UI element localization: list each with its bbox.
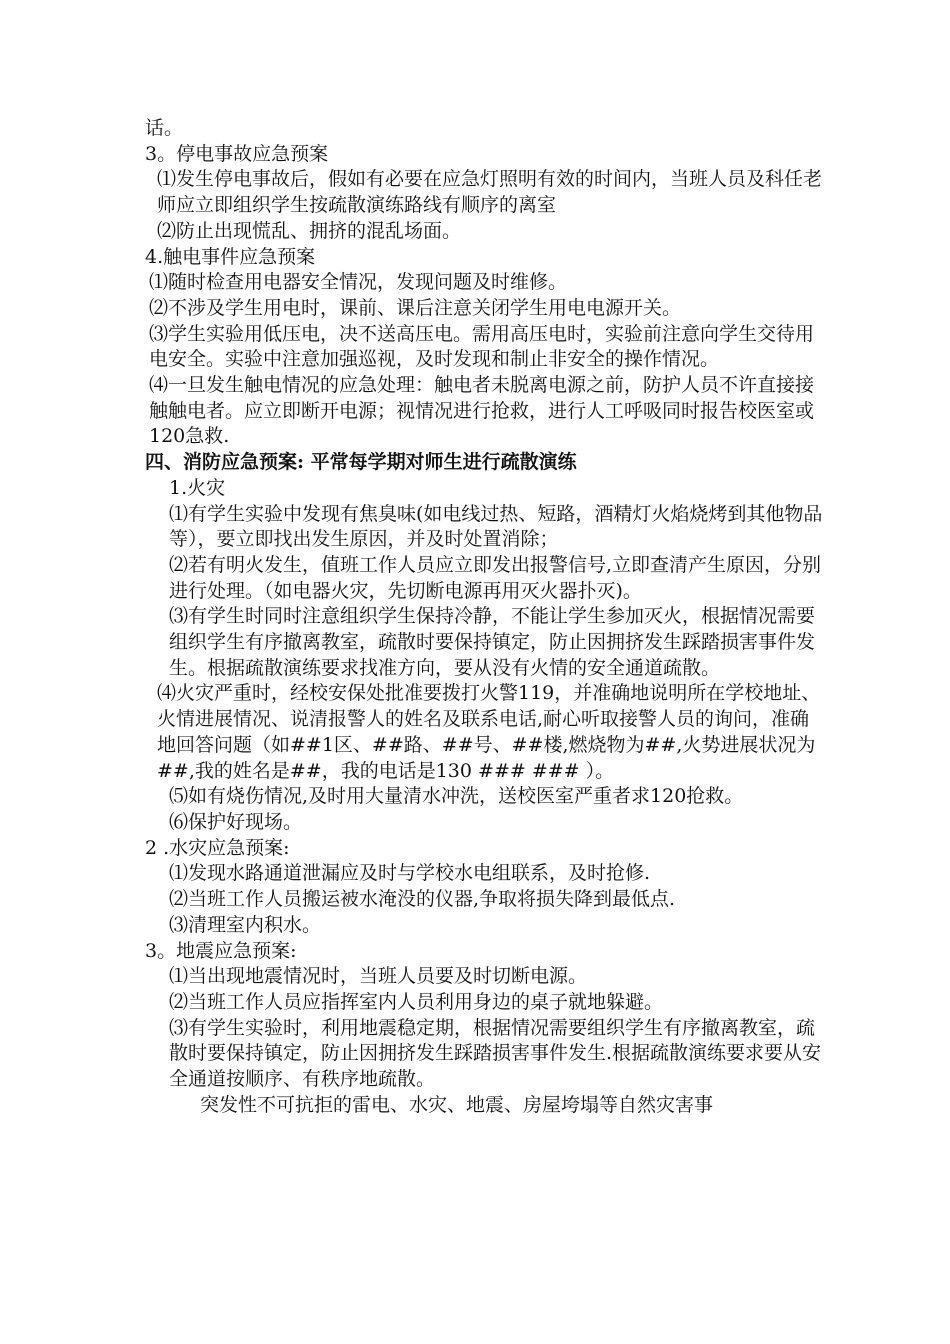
- electric-shock-item-1: ⑴随时检查用电器安全情况，发现问题及时维修。: [149, 271, 568, 294]
- subsection-fire-title: 1.火灾: [169, 476, 226, 499]
- document-body: [145, 116, 825, 1118]
- earthquake-item-1: ⑴当出现地震情况时，当班人员要及时切断电源。: [169, 965, 588, 988]
- section-fire-emergency-heading: 四、消防应急预案: 平常每学期对师生进行疏散演练: [145, 451, 577, 474]
- fire-item-3: ⑶有学生时同时注意组织学生保持冷静，不能让学生参加灭火，根据情况需要组织学生有序撤离教室，疏散时要保持镇定，防止因拥挤发生踩踏损害事件发生。根据疏散演练要求找准方向，要从没有火情的安全通道疏散。: [169, 605, 816, 679]
- power-outage-item-2: ⑵防止出现慌乱、拥挤的混乱场面。: [157, 219, 462, 242]
- electric-shock-item-3: ⑶学生实验用低压电，决不送高压电。需用高压电时，实验前注意向学生交待用电安全。实验中注意加强巡视，及时发现和制止非安全的操作情况。: [149, 322, 815, 371]
- fire-item-5: ⑸如有烧伤情况,及时用大量清水冲洗，送校医室严重者求120抢救。: [169, 785, 744, 808]
- fire-item-4: ⑷火灾严重时，经校安保处批准要拨打火警119，并准确地说明所在学校地址、火情进展情况、说清报警人的姓名及联系电话,耐心听取接警人员的询问，准确地回答问题（如##1区、##路、##号、##楼,燃烧物为##,火势进展状况为##,我的姓名是##，我的电话是130 ### ### ）。: [157, 682, 821, 782]
- text-line-continuation: 话。: [145, 117, 184, 139]
- electric-shock-item-2: ⑵不涉及学生用电时，课前、课后注意关闭学生用电电源开关。: [149, 296, 682, 319]
- fire-item-2: ⑵若有明火发生，值班工作人员应立即发出报警信号,立即查清产生原因，分别进行处理。（如电器火灾，先切断电源再用灭火器扑灭)。: [169, 553, 822, 602]
- earthquake-item-2: ⑵当班工作人员应指挥室内人员利用身边的桌子就地躲避。: [169, 990, 664, 1013]
- earthquake-item-3: ⑶有学生实验时，利用地震稳定期，根据情况需要组织学生有序撤离教室，疏散时要保持镇定，防止因拥挤发生踩踏损害事件发生.根据疏散演练要求要从安全通道按顺序、有秩序地疏散。: [169, 1016, 822, 1091]
- flood-item-3: ⑶清理室内积水。: [169, 913, 322, 936]
- section-flood-title: 2 .水灾应急预案:: [145, 836, 290, 859]
- fire-item-6: ⑹保护好现场。: [169, 810, 303, 833]
- flood-item-1: ⑴发现水路通道泄漏应及时与学校水电组联系，及时抢修.: [169, 862, 651, 885]
- section-electric-shock-title: 4.触电事件应急预案: [145, 245, 316, 268]
- section-power-outage-title: 3。停电事故应急预案: [145, 142, 329, 165]
- power-outage-item-1: ⑴发生停电事故后，假如有必要在应急灯照明有效的时间内，当班人员及科任老师应立即组织学生按疏散演练路线有顺序的离室: [157, 168, 823, 217]
- electric-shock-item-4: ⑷一旦发生触电情况的应急处理：触电者未脱离电源之前，防护人员不许直接接触触电者。应立即断开电源；视情况进行抢救，进行人工呼吸同时报告校医室或120急救.: [149, 374, 815, 448]
- fire-item-1: ⑴有学生实验中发现有焦臭味(如电线过热、短路，酒精灯火焰烧烤到其他物品等），要立即找出发生原因，并及时处置消除；: [169, 502, 823, 551]
- flood-item-2: ⑵当班工作人员搬运被水淹没的仪器,争取将损失降到最低点.: [169, 888, 676, 911]
- natural-disaster-paragraph: 突发性不可抗拒的雷电、水灾、地震、房屋垮塌等自然灾害事: [200, 1093, 714, 1116]
- section-earthquake-title: 3。地震应急预案:: [145, 939, 297, 962]
